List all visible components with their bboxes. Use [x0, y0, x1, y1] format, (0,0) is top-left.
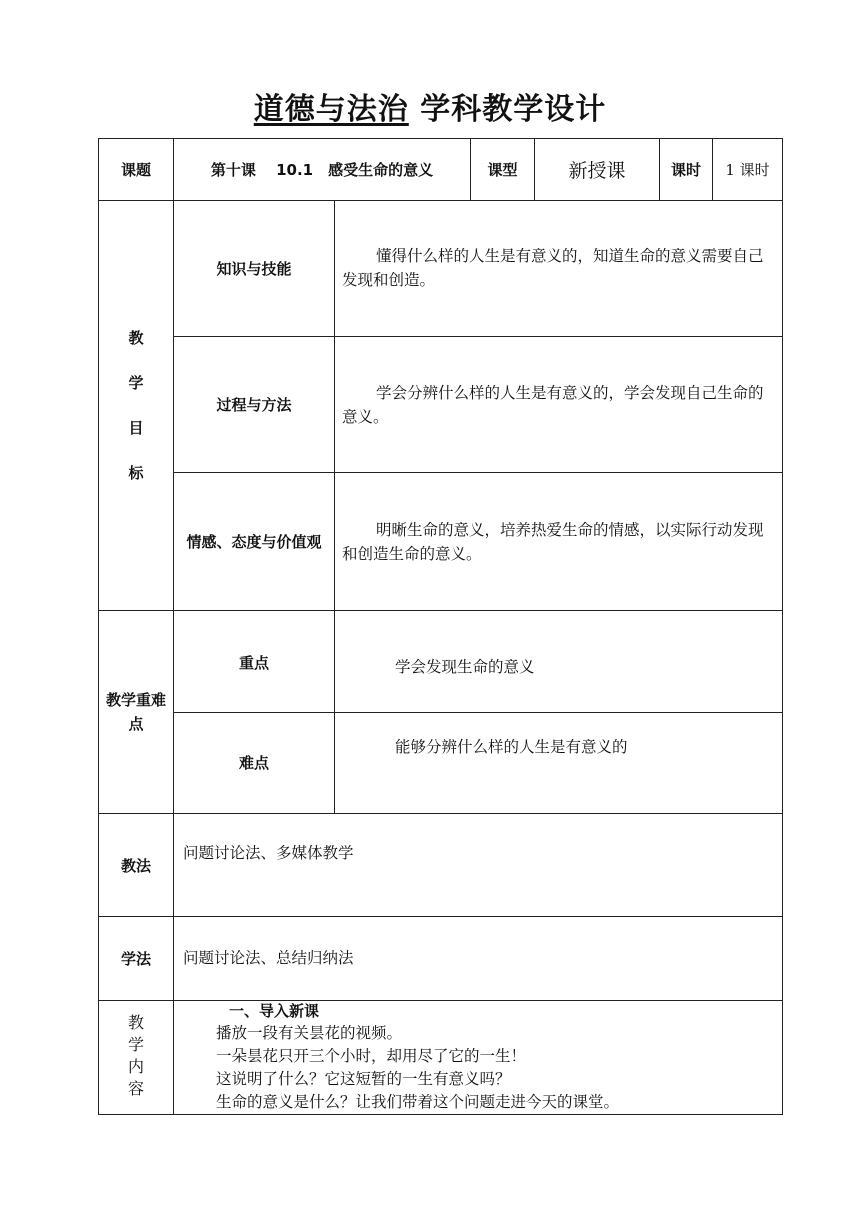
keypoint-difficulty-label: 难点 [238, 753, 269, 772]
objective-process-text: 学会分辨什么样的人生是有意义的，学会发现自己生命的意义。 [342, 384, 764, 426]
content-label-char: 容 [127, 1079, 144, 1098]
label-hours: 课时 [670, 161, 701, 179]
objectives-label-char: 目 [128, 418, 144, 437]
objective-knowledge-text: 懂得什么样的人生是有意义的，知道生命的意义需要自己发现和创造。 [342, 247, 764, 289]
content-line: 播放一段有关昙花的视频。 [216, 1024, 403, 1042]
objective-process-label: 过程与方法 [216, 396, 292, 414]
table-rule [98, 813, 783, 814]
content-label [99, 1012, 173, 1100]
content-label-char: 教 [127, 1013, 144, 1032]
objective-knowledge-label: 知识与技能 [216, 260, 292, 278]
table-border-bottom [98, 1114, 783, 1115]
keypoint-focus-label: 重点 [238, 653, 269, 672]
table-rule [334, 200, 335, 814]
learn-method-text: 问题讨论法、总结归纳法 [183, 949, 354, 967]
content-line: 生命的意义是什么？让我们带着这个问题走进今天的课堂。 [216, 1093, 620, 1111]
objective-emotion-text: 明晰生命的意义，培养热爱生命的情感，以实际行动发现和创造生命的意义。 [342, 521, 764, 563]
learn-method-label: 学法 [120, 950, 151, 968]
keypoint-difficulty-text: 能够分辨什么样的人生是有意义的 [395, 738, 628, 756]
table-rule [98, 610, 783, 611]
objective-emotion-label: 情感、态度与价值观 [186, 532, 322, 551]
objectives-label-char: 学 [128, 373, 144, 392]
content-line: 这说明了什么？它这短暂的一生有意义吗？ [216, 1070, 511, 1088]
objectives-label [99, 201, 173, 610]
type-value: 新授课 [568, 160, 626, 182]
teach-method-text: 问题讨论法、多媒体教学 [183, 844, 354, 862]
label-topic: 课题 [120, 161, 151, 179]
table-rule [98, 916, 783, 917]
objectives-label-char: 标 [128, 463, 144, 482]
table-rule [98, 1000, 783, 1001]
keypoints-label: 教学重难点 [105, 691, 166, 733]
content-label-char: 学 [127, 1035, 144, 1054]
topic-value: 第十课 10.1 感受生命的意义 [210, 161, 434, 179]
table-border-right [782, 138, 783, 1115]
hours-value: 1 课时 [725, 161, 770, 179]
content-line: 一朵昙花只开三个小时，却用尽了它的一生！ [216, 1047, 527, 1065]
title-subject: 道德与法治 [253, 92, 409, 127]
label-type: 课型 [487, 161, 518, 179]
title-suffix: 学科教学设计 [420, 92, 607, 127]
content-heading: 一、导入新课 [229, 1002, 320, 1020]
keypoint-focus-text: 学会发现生命的意义 [395, 658, 535, 676]
objectives-label-char: 教 [128, 328, 144, 347]
teach-method-label: 教法 [120, 856, 151, 875]
content-label-char: 内 [127, 1057, 144, 1076]
table-rule [173, 712, 783, 713]
content-lines [216, 1022, 776, 1114]
